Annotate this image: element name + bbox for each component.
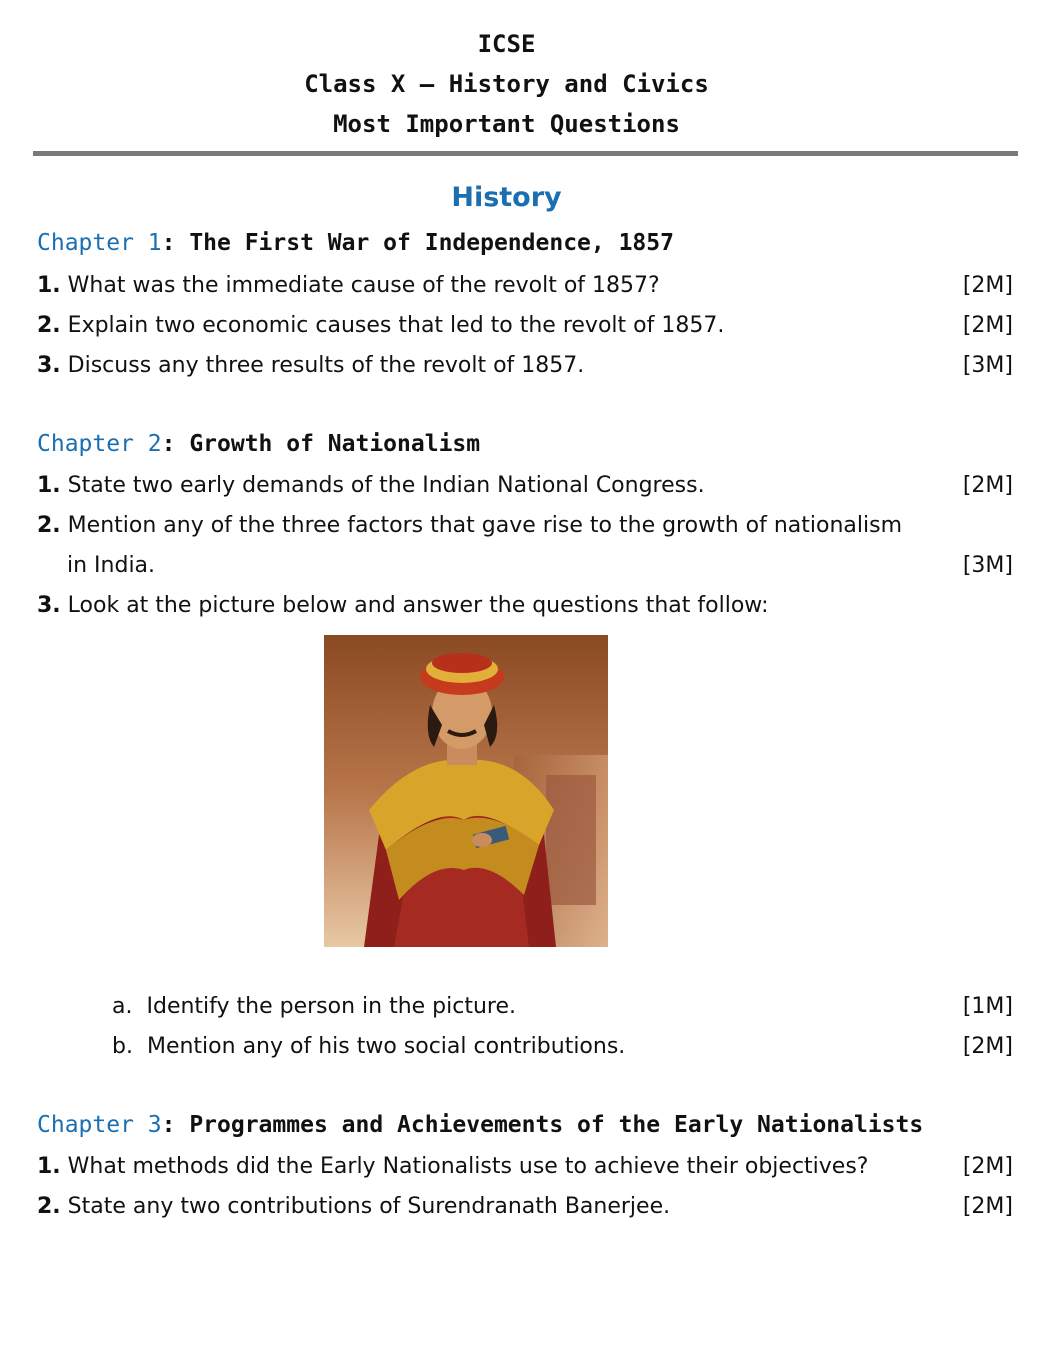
section-title: History bbox=[451, 182, 562, 213]
question-marks: [3M] bbox=[962, 353, 1013, 378]
sub-question-a bbox=[112, 992, 1013, 1022]
question-item bbox=[37, 511, 1013, 541]
chapter-title: : Programmes and Achievements of the Early Nationalists bbox=[161, 1112, 924, 1138]
sub-question-label: b. bbox=[112, 1034, 133, 1059]
question-text: Explain two economic causes that led to the revolt of 1857. bbox=[67, 313, 725, 338]
question-text: What was the immediate cause of the revolt of 1857? bbox=[67, 273, 660, 298]
question-item bbox=[37, 311, 1013, 341]
chapter-label: Chapter 2 bbox=[37, 431, 162, 457]
chapter-label: Chapter 3 bbox=[37, 1112, 162, 1138]
header-divider bbox=[33, 151, 1018, 156]
question-text: Mention any of the three factors that gave rise to the growth of nationalism bbox=[67, 513, 902, 538]
question-text: in India. bbox=[67, 553, 156, 578]
chapter-title: : Growth of Nationalism bbox=[161, 431, 481, 457]
question-marks: [3M] bbox=[962, 553, 1013, 578]
question-number: 3. bbox=[37, 353, 61, 378]
question-item bbox=[37, 351, 1013, 381]
question-marks: [1M] bbox=[962, 994, 1013, 1019]
question-number: 1. bbox=[37, 273, 61, 298]
question-marks: [2M] bbox=[962, 1034, 1013, 1059]
question-text: State any two contributions of Surendranath Banerjee. bbox=[67, 1194, 671, 1219]
question-marks: [2M] bbox=[962, 1194, 1013, 1219]
question-item bbox=[37, 471, 1013, 501]
board-title: ICSE bbox=[477, 30, 536, 58]
question-number: 2. bbox=[37, 313, 61, 338]
question-text: Discuss any three results of the revolt of 1857. bbox=[67, 353, 585, 378]
portrait-image bbox=[324, 635, 608, 947]
question-continuation bbox=[67, 551, 1013, 581]
question-marks: [2M] bbox=[962, 473, 1013, 498]
chapter-2-heading bbox=[37, 431, 480, 457]
sub-question-label: a. bbox=[112, 994, 133, 1019]
question-marks: [2M] bbox=[962, 313, 1013, 338]
question-item bbox=[37, 1192, 1013, 1222]
sub-question-b bbox=[112, 1032, 1013, 1062]
question-text: What methods did the Early Nationalists use to achieve their objectives? bbox=[67, 1154, 869, 1179]
question-number: 3. bbox=[37, 593, 61, 618]
chapter-label: Chapter 1 bbox=[37, 230, 162, 256]
question-number: 1. bbox=[37, 1154, 61, 1179]
chapter-1-heading bbox=[37, 230, 674, 256]
chapter-3-heading bbox=[37, 1112, 923, 1138]
chapter-title: : The First War of Independence, 1857 bbox=[161, 230, 674, 256]
document-subtitle: Most Important Questions bbox=[333, 110, 680, 138]
question-marks: [2M] bbox=[962, 1154, 1013, 1179]
sub-question-text: Mention any of his two social contributions. bbox=[146, 1034, 626, 1059]
question-text: State two early demands of the Indian National Congress. bbox=[67, 473, 705, 498]
question-item bbox=[37, 1152, 1013, 1182]
question-number: 2. bbox=[37, 513, 61, 538]
question-text: Look at the picture below and answer the questions that follow: bbox=[67, 593, 769, 618]
class-subject-title: Class X – History and Civics bbox=[304, 70, 709, 98]
question-marks: [2M] bbox=[962, 273, 1013, 298]
question-item bbox=[37, 271, 1013, 301]
question-number: 2. bbox=[37, 1194, 61, 1219]
question-item bbox=[37, 591, 1013, 621]
sub-question-text: Identify the person in the picture. bbox=[146, 994, 517, 1019]
question-number: 1. bbox=[37, 473, 61, 498]
